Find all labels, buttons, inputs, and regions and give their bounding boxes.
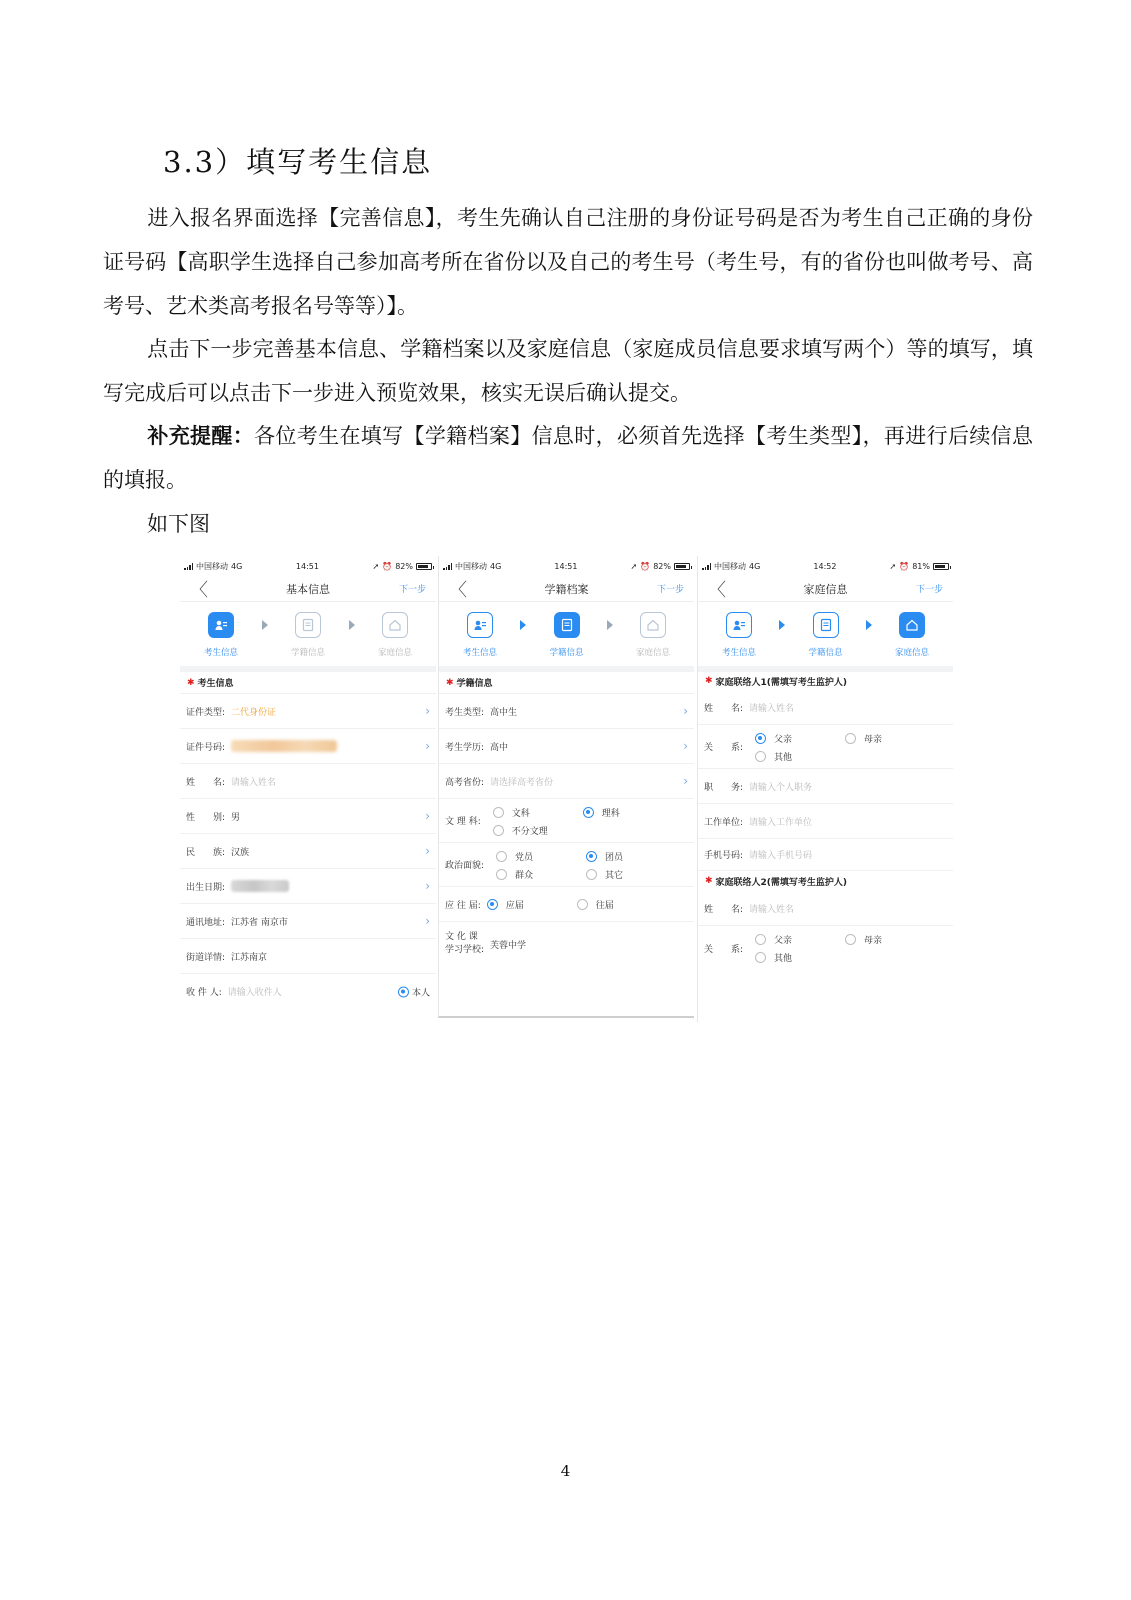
radio-unchecked-icon	[845, 733, 856, 744]
row-political-status	[439, 843, 694, 887]
option-label: 团员	[605, 852, 624, 863]
clock: 14:52	[813, 561, 837, 571]
radio-checked-icon	[398, 986, 409, 997]
step-label: 家庭信息	[894, 648, 929, 658]
user-card-icon	[726, 612, 752, 638]
required-star-icon: ✱	[187, 677, 195, 688]
step-family-info[interactable]	[372, 612, 418, 658]
radio-unchecked-icon	[577, 899, 588, 910]
field-label: 收 件 人:	[186, 988, 222, 998]
radio-unchecked-icon	[845, 934, 856, 945]
row-id-type[interactable]	[180, 694, 436, 729]
radio-checked-icon	[487, 899, 498, 910]
signal-icon	[702, 563, 711, 570]
province-select[interactable]: 请选择高考省份	[490, 777, 554, 788]
nav-bar	[180, 576, 436, 602]
step-indicator	[180, 602, 436, 672]
nav-title: 基本信息	[286, 582, 330, 596]
radio-party-member[interactable]	[496, 850, 533, 863]
option-label: 其他	[774, 752, 793, 763]
option-label: 文科	[511, 808, 530, 819]
phone-school-record	[438, 556, 694, 1018]
field-label: 姓 名:	[704, 904, 744, 915]
section-heading: 3.3）填写考生信息	[163, 145, 433, 179]
radio-unchecked-icon	[755, 751, 766, 762]
row-exam-province[interactable]	[439, 764, 694, 799]
field-label: 姓 名:	[704, 703, 744, 714]
network: 4G	[231, 561, 243, 571]
section-title-text: 考生信息	[197, 679, 234, 689]
status-right	[890, 562, 949, 571]
row-ethnicity[interactable]	[180, 834, 436, 869]
step-label: 考生信息	[721, 648, 756, 658]
radio-previous[interactable]	[577, 898, 614, 911]
paragraph-text: 点击下一步完善基本信息、学籍档案以及家庭信息（家庭成员信息要求填写两个）等的填写，填写完成后可以点击下一步进入预览效果，核实无误后确认提交。	[103, 337, 1033, 405]
relation-radio-group	[753, 931, 923, 965]
section-title-text: 家庭联络人1(需填写考生监护人)	[715, 677, 848, 688]
chevron-right-icon: ›	[683, 774, 688, 788]
row-contact1-phone[interactable]	[698, 839, 953, 871]
radio-father[interactable]	[755, 933, 792, 946]
field-label: 关 系:	[704, 743, 744, 753]
field-label: 证件号码:	[186, 742, 226, 753]
phone-input[interactable]: 请输入手机号码	[749, 851, 813, 861]
student-type-value: 高中生	[490, 707, 518, 718]
row-education[interactable]	[439, 729, 694, 764]
paragraph-complete-info	[103, 196, 1033, 328]
battery-icon	[933, 563, 949, 570]
row-gender[interactable]	[180, 799, 436, 834]
id-type-value: 二代身份证	[231, 707, 277, 718]
option-label: 母亲	[864, 734, 883, 745]
step-student-info[interactable]	[457, 612, 503, 658]
battery-percent: 82%	[395, 561, 413, 571]
step-label: 考生信息	[203, 648, 238, 658]
row-contact1-job[interactable]	[698, 769, 953, 804]
radio-unchecked-icon	[496, 851, 507, 862]
row-subject-track	[439, 799, 694, 843]
back-button[interactable]: 〈	[708, 579, 726, 601]
step-arrow-icon	[520, 620, 526, 630]
chevron-right-icon: ›	[683, 739, 688, 753]
step-student-info[interactable]	[716, 612, 762, 658]
row-graduation	[439, 887, 694, 922]
field-label-line: 文 化 课	[445, 932, 478, 942]
step-label: 学籍信息	[290, 648, 325, 658]
option-label: 理科	[601, 808, 620, 819]
document-icon	[813, 612, 839, 638]
section-title-text: 家庭联络人2(需填写考生监护人)	[715, 877, 848, 888]
chevron-right-icon: ›	[425, 739, 430, 753]
screenshot-group	[180, 556, 954, 1022]
radio-unchecked-icon	[755, 934, 766, 945]
radio-liberal-arts[interactable]	[493, 806, 530, 819]
contact1-name-input[interactable]: 请输入姓名	[749, 703, 795, 714]
chevron-right-icon: ›	[425, 914, 430, 928]
field-label: 工作单位:	[704, 817, 744, 828]
school-value: 芙蓉中学	[490, 940, 527, 951]
option-label: 党员	[515, 852, 534, 863]
page-number: 4	[560, 1462, 571, 1480]
work-input[interactable]: 请输入工作单位	[749, 817, 813, 828]
required-star-icon: ✱	[446, 677, 454, 688]
required-star-icon: ✱	[705, 876, 713, 886]
figure-caption: 如下图	[147, 512, 210, 536]
field-label: 考生类型:	[445, 707, 485, 718]
chevron-right-icon: ›	[425, 844, 430, 858]
relation-radio-group	[753, 730, 923, 764]
section-title-text: 学籍信息	[456, 679, 493, 689]
chevron-right-icon: ›	[425, 809, 430, 823]
radio-unchecked-icon	[493, 825, 504, 836]
field-label: 性 别:	[186, 812, 226, 823]
field-label: 证件类型:	[186, 707, 226, 718]
row-street[interactable]	[180, 939, 436, 974]
home-icon	[899, 612, 925, 638]
step-label: 考生信息	[462, 648, 497, 658]
carrier: 中国移动	[455, 561, 487, 571]
row-id-number[interactable]	[180, 729, 436, 764]
radio-league-member[interactable]	[586, 850, 623, 863]
back-button[interactable]: 〈	[449, 579, 467, 601]
nav-bar	[439, 576, 694, 602]
battery-percent: 81%	[912, 561, 930, 571]
row-contact2-relation	[698, 926, 953, 970]
option-label: 母亲	[864, 936, 883, 946]
alarm-icon: ⏰	[382, 561, 393, 571]
step-indicator	[698, 602, 953, 672]
field-label: 关 系:	[704, 944, 744, 955]
row-contact1-relation	[698, 725, 953, 769]
chevron-right-icon: ›	[425, 879, 430, 893]
clock: 14:51	[554, 561, 578, 571]
radio-science[interactable]	[583, 806, 620, 819]
step-school-info[interactable]	[803, 612, 849, 658]
option-label: 不分文理	[511, 826, 548, 837]
gender-value: 男	[231, 812, 241, 823]
document-icon	[295, 612, 321, 638]
nav-bar	[698, 576, 953, 602]
paragraph-text: 各位考生在填写【学籍档案】信息时，必须首先选择【考生类型】，再进行后续信息的填报。	[103, 424, 1034, 492]
home-icon	[640, 612, 666, 638]
user-card-icon	[467, 612, 493, 638]
step-label: 家庭信息	[635, 648, 670, 658]
step-family-info[interactable]	[630, 612, 676, 658]
option-label: 父亲	[774, 734, 793, 745]
field-label	[445, 931, 484, 957]
step-arrow-icon	[262, 620, 268, 630]
step-arrow-icon	[349, 620, 355, 630]
battery-percent: 82%	[653, 561, 671, 571]
radio-masses[interactable]	[496, 868, 533, 881]
name-input[interactable]: 请输入姓名	[231, 777, 277, 788]
battery-icon	[674, 563, 690, 570]
row-birthdate[interactable]	[180, 869, 436, 904]
step-arrow-icon	[866, 620, 872, 630]
option-label: 往届	[595, 901, 614, 911]
radio-unchecked-icon	[496, 869, 507, 880]
field-label: 职 务:	[704, 782, 744, 793]
education-value: 高中	[490, 742, 509, 753]
next-step-button[interactable]: 下一步	[656, 585, 684, 595]
paragraph-next-step	[103, 327, 1033, 415]
street-input[interactable]: 江苏南京	[231, 952, 268, 963]
radio-father[interactable]	[755, 732, 792, 745]
network: 4G	[490, 561, 502, 571]
radio-other[interactable]	[586, 868, 623, 881]
section-header	[180, 672, 436, 694]
row-name[interactable]	[180, 764, 436, 799]
step-arrow-icon	[607, 620, 613, 630]
home-icon	[382, 612, 408, 638]
paragraph-text: 进入报名界面选择【完善信息】，考生先确认自己注册的身份证号码是否为考生自己正确的身份证号码【高职学生选择自己参加高考所在省份以及自己的考生号（考生号，有的省份也叫做考号、高考号、艺术类高考报名号等等）】。	[103, 206, 1033, 318]
row-contact1-name[interactable]	[698, 690, 953, 725]
user-card-icon	[208, 612, 234, 638]
required-star-icon: ✱	[705, 676, 713, 686]
option-label: 本人	[411, 988, 430, 998]
next-step-button[interactable]: 下一步	[398, 585, 426, 595]
status-right	[631, 562, 690, 571]
self-radio[interactable]	[398, 985, 430, 998]
radio-unchecked-icon	[755, 952, 766, 963]
address-value: 江苏省 南京市	[231, 917, 288, 928]
row-address[interactable]	[180, 904, 436, 939]
clock: 14:51	[295, 561, 319, 571]
location-icon: ➚	[630, 561, 638, 571]
field-label-line: 学习学校:	[445, 945, 485, 955]
step-student-info[interactable]	[198, 612, 244, 658]
field-label: 政治面貌:	[445, 861, 485, 871]
radio-checked-icon	[583, 807, 594, 818]
option-label: 群众	[515, 870, 534, 881]
reminder-label: 补充提醒：	[147, 423, 255, 448]
field-label: 应 往 届:	[445, 900, 481, 911]
radio-unchecked-icon	[586, 869, 597, 880]
signal-icon	[184, 563, 193, 570]
status-bar	[439, 556, 694, 576]
option-label: 其他	[774, 954, 793, 964]
location-icon: ➚	[889, 561, 897, 571]
radio-checked-icon	[586, 851, 597, 862]
back-button[interactable]: 〈	[190, 579, 208, 601]
paragraph-reminder	[103, 414, 1033, 502]
chevron-right-icon: ›	[425, 704, 430, 718]
radio-current[interactable]	[487, 898, 524, 911]
signal-group	[443, 561, 501, 572]
signal-group	[702, 561, 760, 572]
network: 4G	[749, 561, 761, 571]
field-label: 出生日期:	[186, 882, 226, 893]
radio-unchecked-icon	[493, 807, 504, 818]
chevron-right-icon: ›	[683, 704, 688, 718]
option-label: 其它	[605, 870, 624, 881]
phone-basic-info	[180, 556, 436, 1022]
section-header-contact-1	[698, 672, 953, 690]
ethnicity-value: 汉族	[231, 847, 250, 858]
status-right	[373, 562, 432, 571]
radio-mother[interactable]	[845, 732, 882, 745]
redacted-id-number	[231, 740, 337, 752]
row-recipient[interactable]	[180, 974, 436, 1009]
recipient-input[interactable]: 请输入收件人	[227, 988, 282, 998]
status-bar	[698, 556, 953, 576]
next-step-button[interactable]: 下一步	[915, 585, 943, 595]
carrier: 中国移动	[714, 561, 746, 571]
alarm-icon: ⏰	[640, 561, 651, 571]
radio-mother[interactable]	[845, 933, 882, 946]
battery-icon	[416, 563, 432, 570]
nav-title: 家庭信息	[803, 582, 848, 596]
field-label: 姓 名:	[186, 777, 226, 788]
step-school-info[interactable]	[544, 612, 590, 658]
step-label: 家庭信息	[377, 648, 412, 658]
contact2-name-input[interactable]: 请输入姓名	[749, 904, 795, 915]
job-input[interactable]: 请输入个人职务	[749, 782, 813, 793]
radio-checked-icon	[755, 733, 766, 744]
field-label: 民 族:	[186, 847, 226, 858]
radio-other[interactable]	[755, 750, 792, 763]
field-label: 街道详情:	[186, 952, 226, 963]
status-bar	[180, 556, 436, 576]
subject-radio-group	[491, 804, 661, 838]
row-school[interactable]	[439, 922, 694, 966]
step-label: 学籍信息	[808, 648, 843, 658]
graduation-radio-group	[491, 897, 661, 911]
alarm-icon: ⏰	[899, 561, 910, 571]
nav-title: 学籍档案	[544, 582, 589, 596]
field-label: 手机号码:	[704, 851, 744, 861]
step-label: 学籍信息	[549, 648, 584, 658]
field-label: 考生学历:	[445, 742, 485, 753]
section-header	[439, 672, 694, 694]
politics-radio-group	[494, 848, 664, 882]
radio-no-track[interactable]	[493, 824, 548, 837]
signal-group	[184, 561, 242, 572]
signal-icon	[443, 563, 452, 570]
option-label: 应届	[505, 901, 524, 911]
row-contact2-name[interactable]	[698, 891, 953, 926]
row-contact1-work[interactable]	[698, 804, 953, 839]
row-student-type[interactable]	[439, 694, 694, 729]
step-school-info[interactable]	[285, 612, 331, 658]
field-label: 高考省份:	[445, 777, 485, 788]
field-label: 通讯地址:	[186, 917, 226, 928]
step-family-info[interactable]	[889, 612, 935, 658]
step-indicator	[439, 602, 694, 672]
phone-family-info	[697, 556, 953, 1022]
document-icon	[554, 612, 580, 638]
field-label: 文 理 科:	[445, 817, 481, 827]
location-icon: ➚	[372, 561, 380, 571]
radio-other[interactable]	[755, 951, 792, 964]
carrier: 中国移动	[196, 561, 228, 571]
option-label: 父亲	[774, 936, 793, 946]
step-arrow-icon	[779, 620, 785, 630]
redacted-birthdate	[231, 880, 289, 892]
section-header-contact-2	[698, 871, 953, 891]
